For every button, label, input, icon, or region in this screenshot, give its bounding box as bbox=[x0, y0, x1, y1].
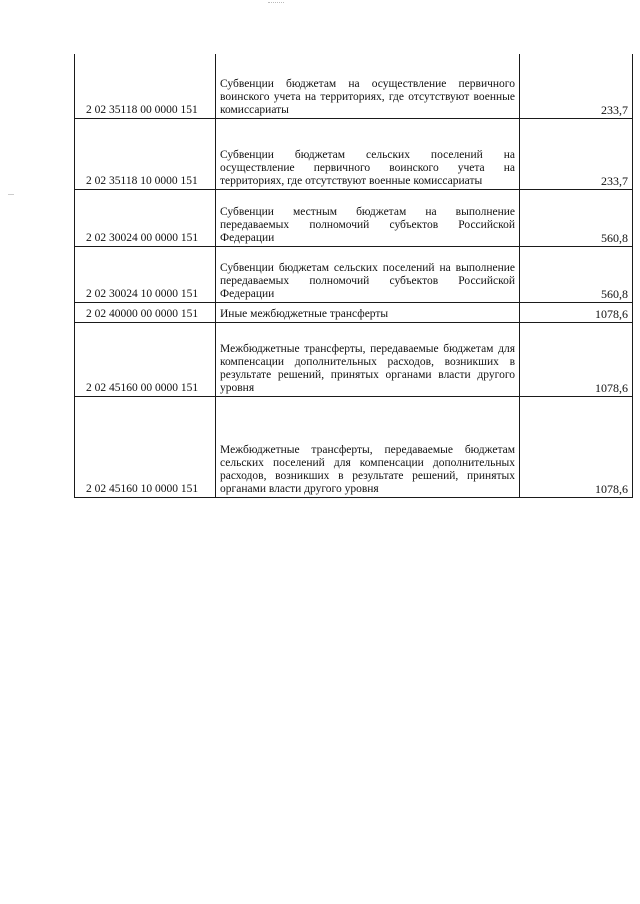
table-row bbox=[75, 246, 633, 302]
revenue-name-cell: Субвенции бюджетам сельских поселений на выполнение передаваемых полномочий субъектов Российской Федерации bbox=[216, 246, 520, 302]
revenue-name-cell: Межбюджетные трансферты, передаваемые бюджетам сельских поселений для компенсации дополнительных расходов, возникших в результате решений, принятых органами власти другого уровня bbox=[216, 396, 520, 497]
scan-artifact-top bbox=[268, 2, 284, 4]
amount-cell: 233,7 bbox=[520, 118, 633, 189]
budget-code-cell: 2 02 45160 10 0000 151 bbox=[75, 396, 216, 497]
budget-code-cell: 2 02 45160 00 0000 151 bbox=[75, 322, 216, 396]
amount-cell: 560,8 bbox=[520, 246, 633, 302]
budget-revenue-table bbox=[74, 54, 633, 498]
table-row bbox=[75, 396, 633, 497]
table-row bbox=[75, 322, 633, 396]
budget-code-cell: 2 02 35118 00 0000 151 bbox=[75, 54, 216, 118]
table-row bbox=[75, 302, 633, 322]
budget-code-cell: 2 02 40000 00 0000 151 bbox=[75, 302, 216, 322]
table-row bbox=[75, 54, 633, 118]
amount-cell: 1078,6 bbox=[520, 302, 633, 322]
table-row bbox=[75, 189, 633, 246]
scan-artifact-margin bbox=[8, 194, 14, 195]
budget-code-cell: 2 02 35118 10 0000 151 bbox=[75, 118, 216, 189]
amount-cell: 560,8 bbox=[520, 189, 633, 246]
revenue-name-cell: Межбюджетные трансферты, передаваемые бюджетам для компенсации дополнительных расходов, возникших в результате решений, принятых органами власти другого уровня bbox=[216, 322, 520, 396]
table-row bbox=[75, 118, 633, 189]
budget-code-cell: 2 02 30024 10 0000 151 bbox=[75, 246, 216, 302]
amount-cell: 233,7 bbox=[520, 54, 633, 118]
revenue-name-cell: Иные межбюджетные трансферты bbox=[216, 302, 520, 322]
budget-code-cell: 2 02 30024 00 0000 151 bbox=[75, 189, 216, 246]
revenue-name-cell: Субвенции бюджетам сельских поселений на осуществление первичного воинского учета на территориях, где отсутствуют военные комиссариаты bbox=[216, 118, 520, 189]
amount-cell: 1078,6 bbox=[520, 396, 633, 497]
revenue-name-cell: Субвенции бюджетам на осуществление первичного воинского учета на территориях, где отсутствуют военные комиссариаты bbox=[216, 54, 520, 118]
amount-cell: 1078,6 bbox=[520, 322, 633, 396]
revenue-name-cell: Субвенции местным бюджетам на выполнение передаваемых полномочий субъектов Российской Федерации bbox=[216, 189, 520, 246]
